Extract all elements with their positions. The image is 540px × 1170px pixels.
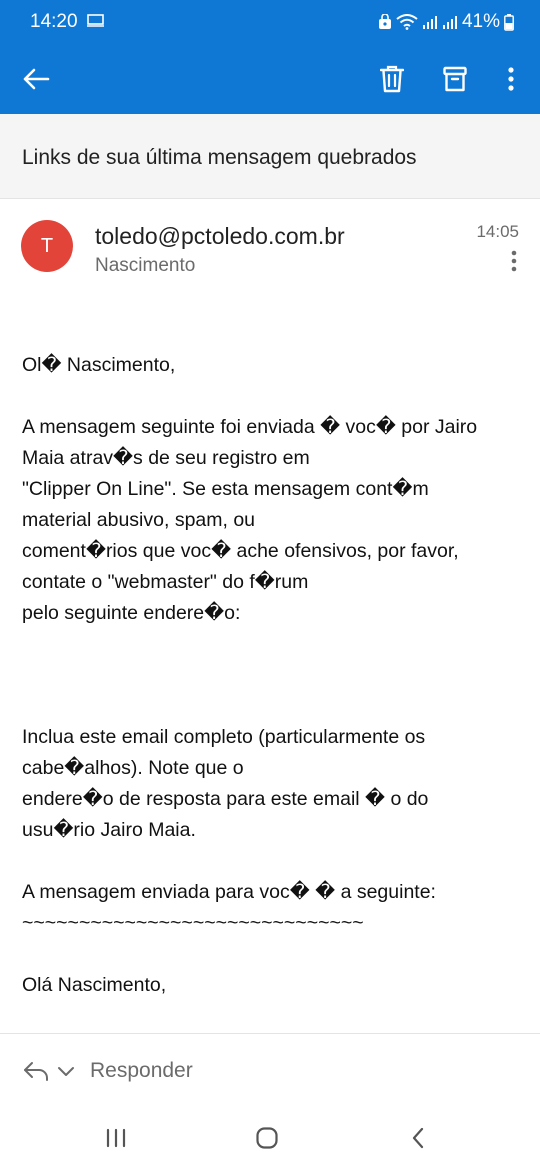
- battery-icon: [504, 14, 514, 31]
- delete-icon: [380, 65, 404, 93]
- status-bar: [0, 0, 540, 44]
- archive-button[interactable]: [431, 55, 479, 103]
- body-line: usu�rio Jairo Maia.: [22, 819, 196, 841]
- body-line: cabe�alhos). Note que o: [22, 757, 244, 779]
- wifi-icon: [396, 14, 418, 30]
- avatar[interactable]: T: [21, 220, 73, 272]
- body-line: Olá Nascimento,: [22, 974, 167, 996]
- body-line: Inclua este email completo (particularmente os: [22, 726, 426, 748]
- status-right: [378, 11, 514, 33]
- message-more-button[interactable]: [500, 246, 528, 276]
- sender-header: [0, 200, 540, 300]
- back-chevron-icon: [410, 1127, 426, 1149]
- email-subject: Links de sua última mensagem quebrados: [22, 146, 417, 169]
- app-bar: [0, 44, 540, 114]
- home-button[interactable]: [247, 1123, 287, 1153]
- delete-button[interactable]: [368, 55, 416, 103]
- reply-bar: [0, 1033, 540, 1109]
- alarm-icon: [378, 14, 392, 30]
- chevron-down-icon[interactable]: [56, 1062, 76, 1082]
- recipient-name: Nascimento: [95, 255, 196, 276]
- battery-percent: 41%: [461, 11, 500, 32]
- body-line: pelo seguinte endere�o:: [22, 602, 241, 624]
- back-arrow-icon: [22, 67, 50, 91]
- recents-icon: [105, 1128, 127, 1148]
- screen-mirror-icon: [87, 14, 104, 27]
- signal-icon: [422, 14, 438, 30]
- system-nav-bar: [0, 1109, 540, 1170]
- archive-icon: [443, 66, 467, 92]
- more-vertical-icon: [507, 67, 515, 91]
- back-button[interactable]: [12, 55, 60, 103]
- status-time: 14:20: [30, 11, 78, 32]
- body-line: Ol� Nascimento,: [22, 354, 176, 376]
- body-line: A mensagem enviada para voc� � a seguinte:: [22, 881, 436, 903]
- more-vertical-icon: [511, 250, 517, 272]
- email-body: [22, 350, 522, 1001]
- more-options-button[interactable]: [487, 55, 535, 103]
- body-line: contate o "webmaster" do f�rum: [22, 571, 309, 593]
- body-line: A mensagem seguinte foi enviada � voc� por Jairo: [22, 416, 478, 438]
- body-line: Maia atrav�s de seu registro em: [22, 447, 310, 469]
- subject-bar: [0, 114, 540, 199]
- signal-icon-2: [442, 14, 458, 30]
- body-line: ~~~~~~~~~~~~~~~~~~~~~~~~~~~~~~: [22, 912, 364, 934]
- body-line: coment�rios que voc� ache ofensivos, por favor,: [22, 540, 459, 562]
- body-line: endere�o de resposta para este email � o do: [22, 788, 429, 810]
- sender-email[interactable]: toledo@pctoledo.com.br: [95, 223, 345, 249]
- recents-button[interactable]: [96, 1123, 136, 1153]
- system-back-button[interactable]: [398, 1123, 438, 1153]
- body-line: "Clipper On Line". Se esta mensagem cont�m: [22, 478, 429, 500]
- home-icon: [255, 1126, 279, 1150]
- reply-button[interactable]: Responder: [90, 1059, 193, 1082]
- message-time: 14:05: [476, 222, 519, 241]
- reply-icon[interactable]: [22, 1059, 50, 1083]
- body-line: material abusivo, spam, ou: [22, 509, 256, 531]
